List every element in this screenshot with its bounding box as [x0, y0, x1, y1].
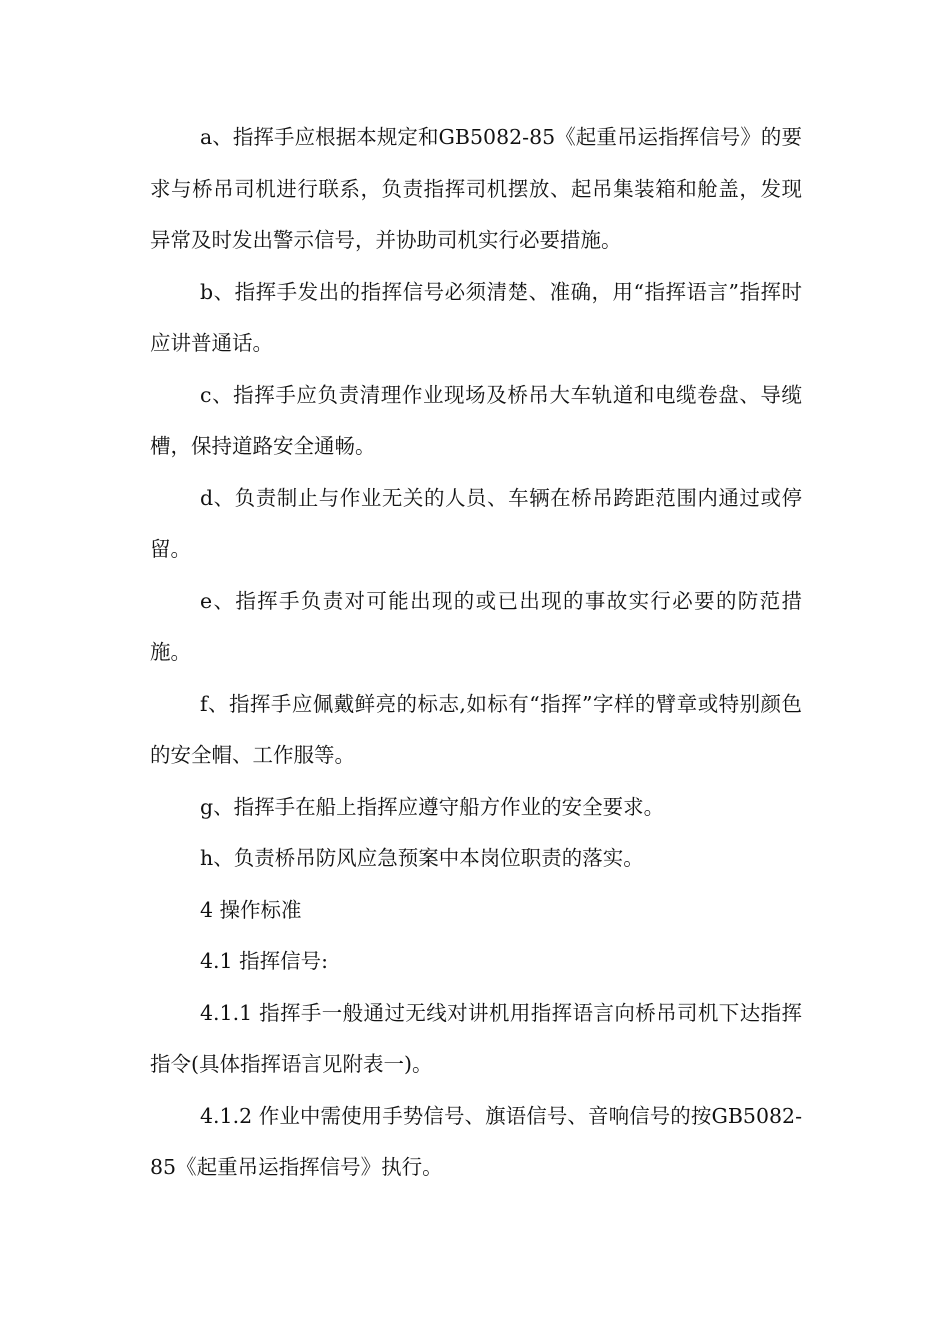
paragraph-f: f、指挥手应佩戴鲜亮的标志,如标有“指挥”字样的臂章或特别颜色的安全帽、工作服等。 [150, 691, 802, 767]
paragraph-e: e、指挥手负责对可能出现的或已出现的事故实行必要的防范措施。 [150, 588, 802, 664]
document-body [150, 112, 802, 1194]
paragraph-4-1-1: 4.1.1 指挥手一般通过无线对讲机用指挥语言向桥吊司机下达指挥指令(具体指挥语言见附表一)。 [150, 1000, 802, 1076]
paragraph-b: b、指挥手发出的指挥信号必须清楚、准确，用“指挥语言”指挥时应讲普通话。 [150, 279, 802, 355]
paragraph-h: h、负责桥吊防风应急预案中本岗位职责的落实。 [200, 846, 644, 870]
section-heading-4: 4 操作标准 [200, 897, 302, 922]
paragraph-g: g、指挥手在船上指挥应遵守船方作业的安全要求。 [200, 794, 665, 819]
subsection-heading-4-1: 4.1 指挥信号: [200, 949, 329, 973]
paragraph-c: c、指挥手应负责清理作业现场及桥吊大车轨道和电缆卷盘、导缆槽，保持道路安全通畅。 [150, 382, 802, 458]
paragraph-4-1-2: 4.1.2 作业中需使用手势信号、旗语信号、音响信号的按GB5082-85《起重吊运指挥信号》执行。 [150, 1103, 802, 1179]
paragraph-a: a、指挥手应根据本规定和GB5082-85《起重吊运指挥信号》的要求与桥吊司机进行联系，负责指挥司机摆放、起吊集装箱和舱盖，发现异常及时发出警示信号，并协助司机实行必要措施。 [150, 125, 802, 252]
paragraph-d: d、负责制止与作业无关的人员、车辆在桥吊跨距范围内通过或停留。 [150, 485, 802, 561]
